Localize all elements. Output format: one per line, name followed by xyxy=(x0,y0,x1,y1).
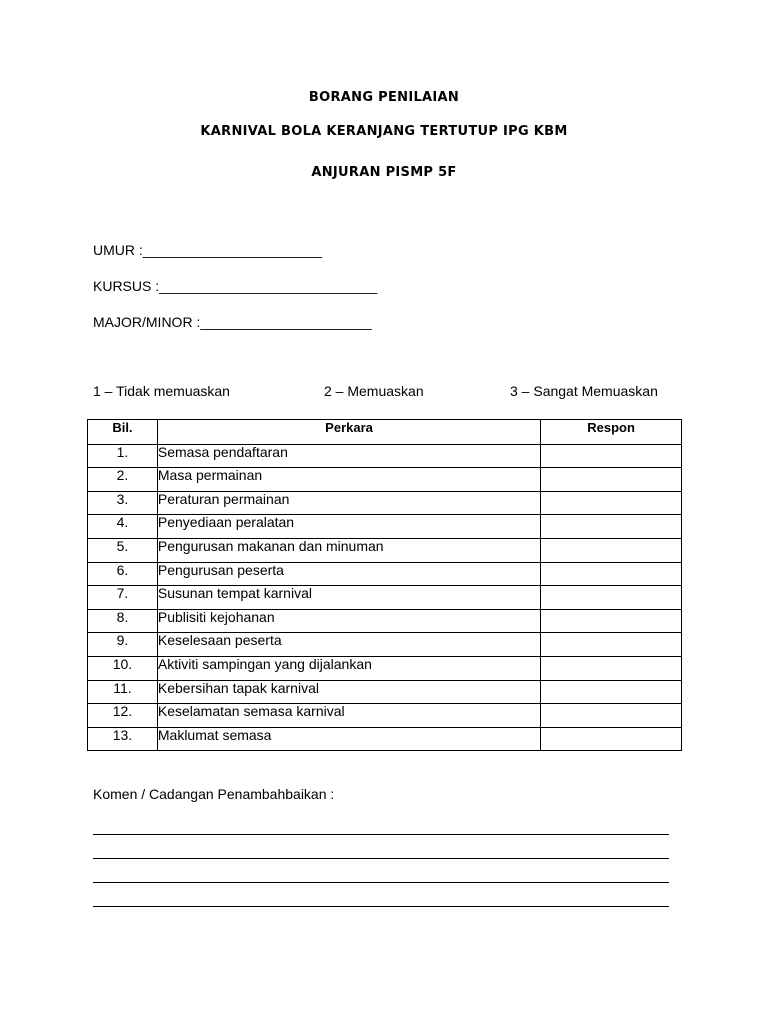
table-row xyxy=(88,656,682,680)
table-row xyxy=(88,633,682,657)
event-title: KARNIVAL BOLA KERANJANG TERTUTUP IPG KBM xyxy=(200,124,568,139)
table-row xyxy=(88,609,682,633)
row-perkara: Publisiti kejohanan xyxy=(157,609,540,633)
row-respon-cell[interactable] xyxy=(541,538,682,562)
row-respon-cell[interactable] xyxy=(541,656,682,680)
row-respon-cell[interactable] xyxy=(541,586,682,610)
header-respon: Respon xyxy=(541,420,682,445)
table-row xyxy=(88,704,682,728)
row-bil: 7. xyxy=(88,586,158,610)
row-perkara: Masa permainan xyxy=(157,468,540,492)
row-bil: 13. xyxy=(88,727,158,751)
comment-line[interactable] xyxy=(93,906,669,907)
row-bil: 8. xyxy=(88,609,158,633)
row-bil: 10. xyxy=(88,656,158,680)
row-respon-cell[interactable] xyxy=(541,562,682,586)
row-bil: 5. xyxy=(88,538,158,562)
row-bil: 12. xyxy=(88,704,158,728)
row-perkara: Keselamatan semasa karnival xyxy=(157,704,540,728)
table-row xyxy=(88,468,682,492)
organizer-title: ANJURAN PISMP 5F xyxy=(311,165,457,180)
row-perkara: Semasa pendaftaran xyxy=(157,444,540,468)
row-perkara: Kebersihan tapak karnival xyxy=(157,680,540,704)
rating-table xyxy=(87,419,682,751)
header-perkara: Perkara xyxy=(157,420,540,445)
row-respon-cell[interactable] xyxy=(541,680,682,704)
row-respon-cell[interactable] xyxy=(541,609,682,633)
row-bil: 2. xyxy=(88,468,158,492)
row-bil: 11. xyxy=(88,680,158,704)
table-row xyxy=(88,491,682,515)
row-perkara: Keselesaan peserta xyxy=(157,633,540,657)
table-row xyxy=(88,727,682,751)
comment-line[interactable] xyxy=(93,882,669,883)
age-field[interactable]: UMUR :_______________________ xyxy=(93,242,322,258)
table-row xyxy=(88,586,682,610)
row-perkara: Aktiviti sampingan yang dijalankan xyxy=(157,656,540,680)
major-minor-field[interactable]: MAJOR/MINOR :______________________ xyxy=(93,314,372,330)
row-perkara: Penyediaan peralatan xyxy=(157,515,540,539)
row-perkara: Maklumat semasa xyxy=(157,727,540,751)
row-respon-cell[interactable] xyxy=(541,444,682,468)
scale-label-1: 1 – Tidak memuaskan xyxy=(93,383,230,399)
row-perkara: Pengurusan peserta xyxy=(157,562,540,586)
row-respon-cell[interactable] xyxy=(541,633,682,657)
table-row xyxy=(88,562,682,586)
row-respon-cell[interactable] xyxy=(541,491,682,515)
row-respon-cell[interactable] xyxy=(541,704,682,728)
course-field[interactable]: KURSUS :____________________________ xyxy=(93,278,378,294)
scale-label-3: 3 – Sangat Memuaskan xyxy=(510,383,658,399)
comments-label: Komen / Cadangan Penambahbaikan : xyxy=(93,786,335,802)
row-perkara: Pengurusan makanan dan minuman xyxy=(157,538,540,562)
row-bil: 6. xyxy=(88,562,158,586)
table-header-row xyxy=(88,420,682,445)
row-respon-cell[interactable] xyxy=(541,515,682,539)
table-row xyxy=(88,680,682,704)
form-title: BORANG PENILAIAN xyxy=(308,90,460,105)
row-perkara: Susunan tempat karnival xyxy=(157,586,540,610)
table-row xyxy=(88,515,682,539)
comment-line[interactable] xyxy=(93,834,669,835)
table-row xyxy=(88,538,682,562)
row-perkara: Peraturan permainan xyxy=(157,491,540,515)
comment-line[interactable] xyxy=(93,858,669,859)
scale-label-2: 2 – Memuaskan xyxy=(324,383,424,399)
row-respon-cell[interactable] xyxy=(541,727,682,751)
row-respon-cell[interactable] xyxy=(541,468,682,492)
row-bil: 3. xyxy=(88,491,158,515)
header-bil: Bil. xyxy=(88,420,158,445)
table-row xyxy=(88,444,682,468)
row-bil: 1. xyxy=(88,444,158,468)
row-bil: 9. xyxy=(88,633,158,657)
row-bil: 4. xyxy=(88,515,158,539)
